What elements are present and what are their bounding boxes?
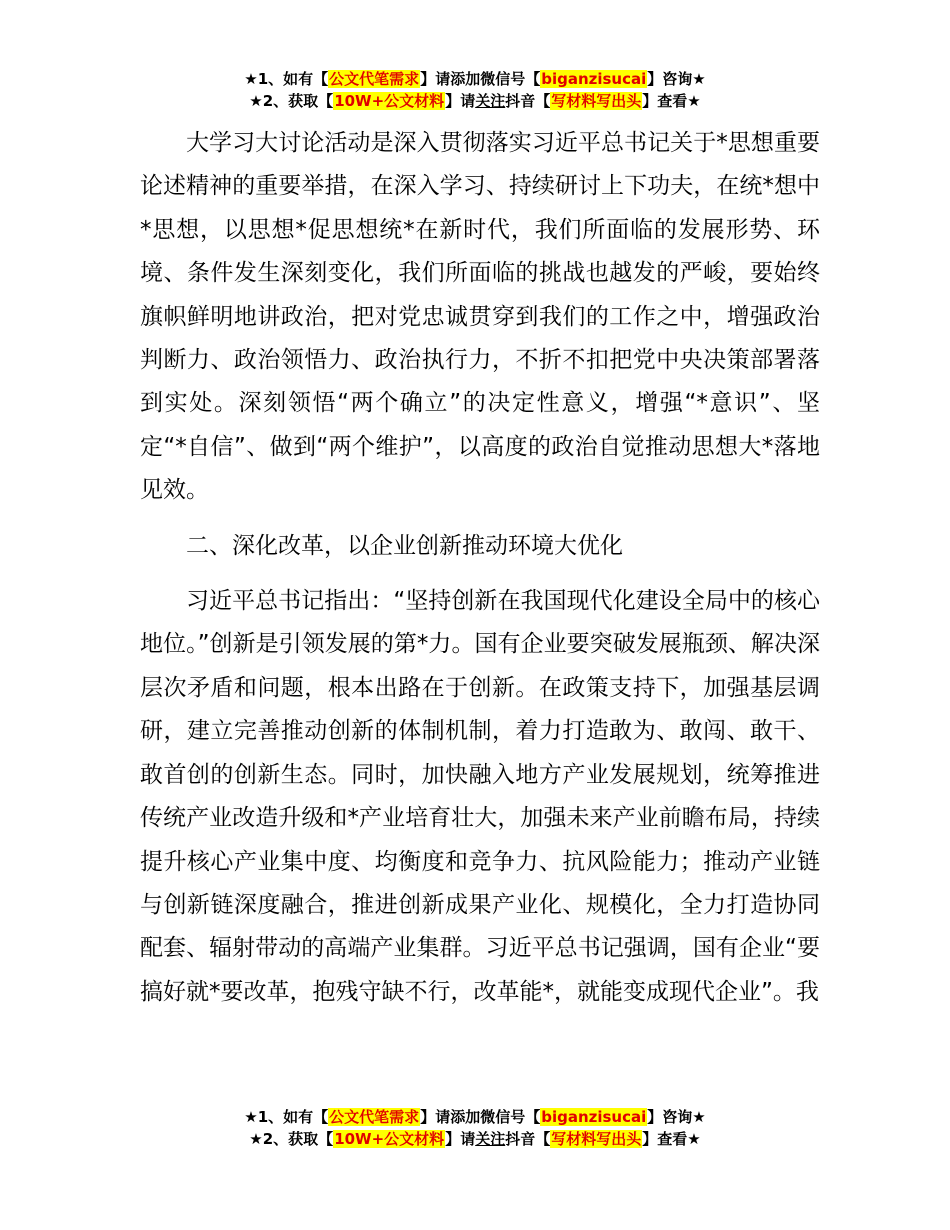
banner-line-2	[0, 90, 950, 112]
banner-text: 】查看★	[642, 1130, 701, 1148]
banner-text: 】查看★	[642, 92, 701, 110]
banner-text: ★1、如有【	[244, 1108, 329, 1126]
paragraph: 习近平总书记指出：“坚持创新在我国现代化建设全局中的核心地位。”创新是引领发展的第*力。国有企业要突破发展瓶颈、解决深层次矛盾和问题，根本出路在于创新。在政策支持下，加强基层调研，建立完善推动创新的体制机制，着力打造敢为、敢闯、敢干、敢首创的创新生态。同时，加快融入地方产业发展规划，统筹推进传统产业改造升级和*产业培育壮大，加强未来产业前瞻布局，持续提升核心产业集中度、均衡度和竞争力、抗风险能力；推动产业链与创新链深度融合，推进创新成果产业化、规模化，全力打造协同配套、辐射带动的高端产业集群。习近平总书记强调，国有企业“要搞好就*要改革，抱残守缺不行，改革能*，就能变成现代企业”。我	[140, 588, 820, 1005]
banner-underline: 关注	[475, 92, 506, 110]
banner-text: 】请	[445, 1130, 476, 1148]
banner-line-2	[0, 1128, 950, 1150]
banner-highlight: 写材料写出头	[551, 92, 642, 110]
banner-highlight: 公文代笔需求	[329, 1108, 420, 1126]
banner-line-1	[0, 1106, 950, 1128]
banner-text: ★2、获取【	[249, 1130, 334, 1148]
banner-text: 】咨询★	[647, 70, 706, 88]
banner-highlight: 写材料写出头	[551, 1130, 642, 1148]
banner-text: 抖音【	[505, 1130, 551, 1148]
banner-highlight: biganzisucai	[541, 1108, 647, 1126]
banner-text: 】请添加微信号【	[420, 70, 541, 88]
banner-text: 】咨询★	[647, 1108, 706, 1126]
header-banner	[0, 68, 950, 112]
footer-banner	[0, 1106, 950, 1150]
document-body	[140, 122, 820, 1014]
paragraph: 大学习大讨论活动是深入贯彻落实习近平总书记关于*思想重要论述精神的重要举措，在深入学习、持续研讨上下功夫，在统*想中*思想，以思想*促思想统*在新时代，我们所面临的发展形势、环境、条件发生深刻变化，我们所面临的挑战也越发的严峻，要始终旗帜鲜明地讲政治，把对党忠诚贯穿到我们的工作之中，增强政治判断力、政治领悟力、政治执行力，不折不扣把党中央决策部署落到实处。深刻领悟“两个确立”的决定性意义，增强“*意识”、坚定“*自信”、做到“两个维护”，以高度的政治自觉推动思想大*落地见效。	[140, 130, 820, 504]
banner-highlight: biganzisucai	[541, 70, 647, 88]
banner-text: ★2、获取【	[249, 92, 334, 110]
section-heading: 二、深化改革，以企业创新推动环境大优化	[186, 532, 623, 559]
banner-highlight: 公文代笔需求	[329, 70, 420, 88]
banner-line-1	[0, 68, 950, 90]
banner-text: 】请	[445, 92, 476, 110]
banner-text: 抖音【	[505, 92, 551, 110]
banner-underline: 关注	[475, 1130, 506, 1148]
banner-text: ★1、如有【	[244, 70, 329, 88]
banner-text: 】请添加微信号【	[420, 1108, 541, 1126]
banner-highlight: 10W+公文材料	[334, 1130, 445, 1148]
banner-highlight: 10W+公文材料	[334, 92, 445, 110]
